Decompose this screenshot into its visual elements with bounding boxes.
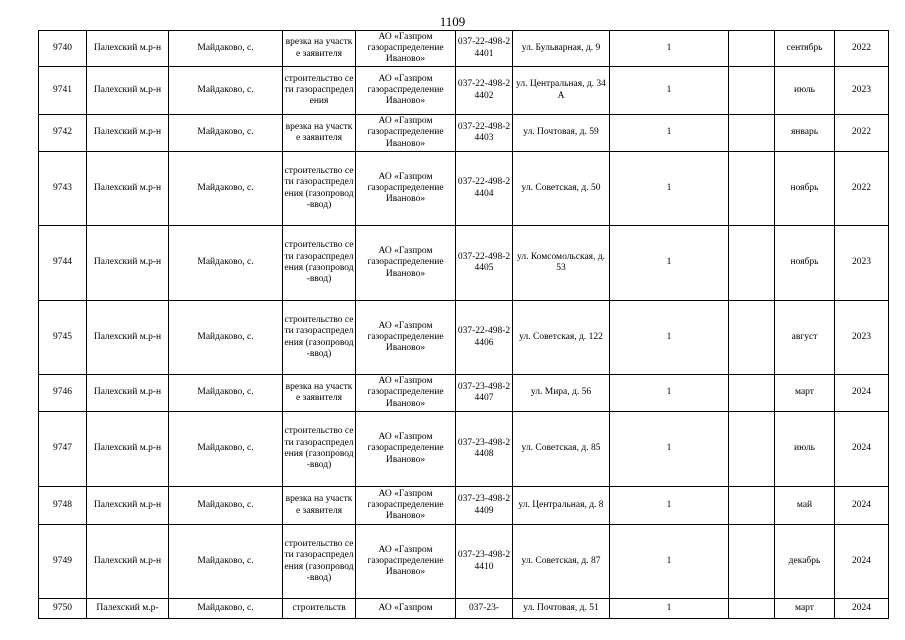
cell-district: Палехский м.р-н [87,487,169,525]
cell-month: август [775,301,835,375]
cell-qty: 1 [610,226,729,301]
cell-year: 2022 [835,31,889,67]
cell-work: строительство сети газораспределения (газопровод-ввод) [283,301,356,375]
cell-district: Палехский м.р-н [87,525,169,599]
cell-qty: 1 [610,31,729,67]
cell-locality: Майдаково, с. [169,115,283,152]
cell-month: ноябрь [775,152,835,226]
cell-org: АО «Газпром газораспределение Иваново» [356,412,456,487]
cell-code: 037-22-498-24406 [456,301,513,375]
cell-work: строительство сети газораспределения (газопровод-ввод) [283,152,356,226]
cell-year: 2022 [835,152,889,226]
cell-blank [729,301,775,375]
cell-work: строительство сети газораспределения (газопровод-ввод) [283,226,356,301]
cell-code: 037-22-498-24402 [456,67,513,115]
cell-district: Палехский м.р-н [87,115,169,152]
cell-work: строительство сети газораспределения [283,67,356,115]
cell-year: 2023 [835,301,889,375]
cell-district: Палехский м.р-н [87,301,169,375]
cell-work: строительство сети газораспределения (газопровод-ввод) [283,525,356,599]
cell-code: 037-23-498-24409 [456,487,513,525]
cell-code: 037-23- [456,599,513,619]
cell-locality: Майдаково, с. [169,301,283,375]
cell-num: 9745 [39,301,87,375]
table-row [39,599,889,619]
cell-num: 9741 [39,67,87,115]
cell-address: ул. Комсомольская, д. 53 [513,226,610,301]
cell-blank [729,599,775,619]
cell-address: ул. Центральная, д. 34 А [513,67,610,115]
cell-blank [729,152,775,226]
cell-work: строительств [283,599,356,619]
cell-month: декабрь [775,525,835,599]
cell-qty: 1 [610,115,729,152]
cell-num: 9747 [39,412,87,487]
cell-month: март [775,375,835,412]
registry-table [38,30,889,619]
cell-num: 9748 [39,487,87,525]
cell-locality: Майдаково, с. [169,525,283,599]
cell-year: 2023 [835,226,889,301]
page-number: 1109 [439,14,466,29]
cell-locality: Майдаково, с. [169,31,283,67]
cell-locality: Майдаково, с. [169,487,283,525]
cell-num: 9742 [39,115,87,152]
cell-org: АО «Газпром газораспределение Иваново» [356,525,456,599]
cell-code: 037-22-498-24405 [456,226,513,301]
cell-org: АО «Газпром [356,599,456,619]
table-row [39,31,889,67]
cell-code: 037-23-498-24407 [456,375,513,412]
cell-locality: Майдаково, с. [169,412,283,487]
cell-work: строительство сети газораспределения (газопровод-ввод) [283,412,356,487]
cell-qty: 1 [610,525,729,599]
cell-qty: 1 [610,301,729,375]
cell-year: 2024 [835,599,889,619]
cell-work: врезка на участке заявителя [283,487,356,525]
cell-year: 2024 [835,375,889,412]
table-row [39,375,889,412]
cell-code: 037-22-498-24401 [456,31,513,67]
cell-work: врезка на участке заявителя [283,31,356,67]
cell-address: ул. Центральная, д. 8 [513,487,610,525]
cell-locality: Майдаково, с. [169,226,283,301]
cell-year: 2024 [835,525,889,599]
cell-district: Палехский м.р-н [87,152,169,226]
cell-qty: 1 [610,152,729,226]
cell-year: 2023 [835,67,889,115]
cell-num: 9743 [39,152,87,226]
cell-qty: 1 [610,487,729,525]
cell-address: ул. Советская, д. 122 [513,301,610,375]
cell-year: 2024 [835,412,889,487]
cell-org: АО «Газпром газораспределение Иваново» [356,375,456,412]
cell-district: Палехский м.р-н [87,226,169,301]
cell-blank [729,115,775,152]
cell-year: 2024 [835,487,889,525]
cell-num: 9749 [39,525,87,599]
cell-address: ул. Советская, д. 87 [513,525,610,599]
cell-org: АО «Газпром газораспределение Иваново» [356,152,456,226]
table-row [39,301,889,375]
cell-blank [729,525,775,599]
cell-district: Палехский м.р- [87,599,169,619]
registry-body [39,31,889,619]
cell-org: АО «Газпром газораспределение Иваново» [356,301,456,375]
table-row [39,487,889,525]
cell-month: май [775,487,835,525]
cell-district: Палехский м.р-н [87,412,169,487]
cell-district: Палехский м.р-н [87,67,169,115]
cell-qty: 1 [610,67,729,115]
table-row [39,67,889,115]
table-row [39,525,889,599]
cell-code: 037-22-498-24403 [456,115,513,152]
cell-work: врезка на участке заявителя [283,115,356,152]
cell-month: сентябрь [775,31,835,67]
cell-num: 9740 [39,31,87,67]
cell-month: январь [775,115,835,152]
cell-num: 9744 [39,226,87,301]
cell-month: ноябрь [775,226,835,301]
cell-org: АО «Газпром газораспределение Иваново» [356,115,456,152]
cell-district: Палехский м.р-н [87,375,169,412]
cell-code: 037-23-498-24408 [456,412,513,487]
cell-blank [729,67,775,115]
table-row [39,226,889,301]
cell-blank [729,487,775,525]
table-row [39,115,889,152]
table-row [39,152,889,226]
cell-qty: 1 [610,412,729,487]
cell-org: АО «Газпром газораспределение Иваново» [356,67,456,115]
cell-qty: 1 [610,375,729,412]
cell-org: АО «Газпром газораспределение Иваново» [356,31,456,67]
cell-year: 2022 [835,115,889,152]
cell-org: АО «Газпром газораспределение Иваново» [356,226,456,301]
cell-work: врезка на участке заявителя [283,375,356,412]
cell-org: АО «Газпром газораспределение Иваново» [356,487,456,525]
cell-address: ул. Почтовая, д. 51 [513,599,610,619]
cell-month: июль [775,67,835,115]
cell-blank [729,412,775,487]
cell-address: ул. Бульварная, д. 9 [513,31,610,67]
cell-address: ул. Советская, д. 85 [513,412,610,487]
cell-address: ул. Почтовая, д. 59 [513,115,610,152]
cell-locality: Майдаково, с. [169,375,283,412]
cell-num: 9750 [39,599,87,619]
cell-num: 9746 [39,375,87,412]
cell-month: март [775,599,835,619]
table-row [39,412,889,487]
cell-locality: Майдаково, с. [169,152,283,226]
cell-blank [729,31,775,67]
cell-address: ул. Мира, д. 56 [513,375,610,412]
cell-code: 037-23-498-24410 [456,525,513,599]
cell-blank [729,375,775,412]
cell-address: ул. Советская, д. 50 [513,152,610,226]
cell-district: Палехский м.р-н [87,31,169,67]
cell-qty: 1 [610,599,729,619]
cell-code: 037-22-498-24404 [456,152,513,226]
cell-locality: Майдаково, с. [169,599,283,619]
cell-blank [729,226,775,301]
cell-locality: Майдаково, с. [169,67,283,115]
cell-month: июль [775,412,835,487]
